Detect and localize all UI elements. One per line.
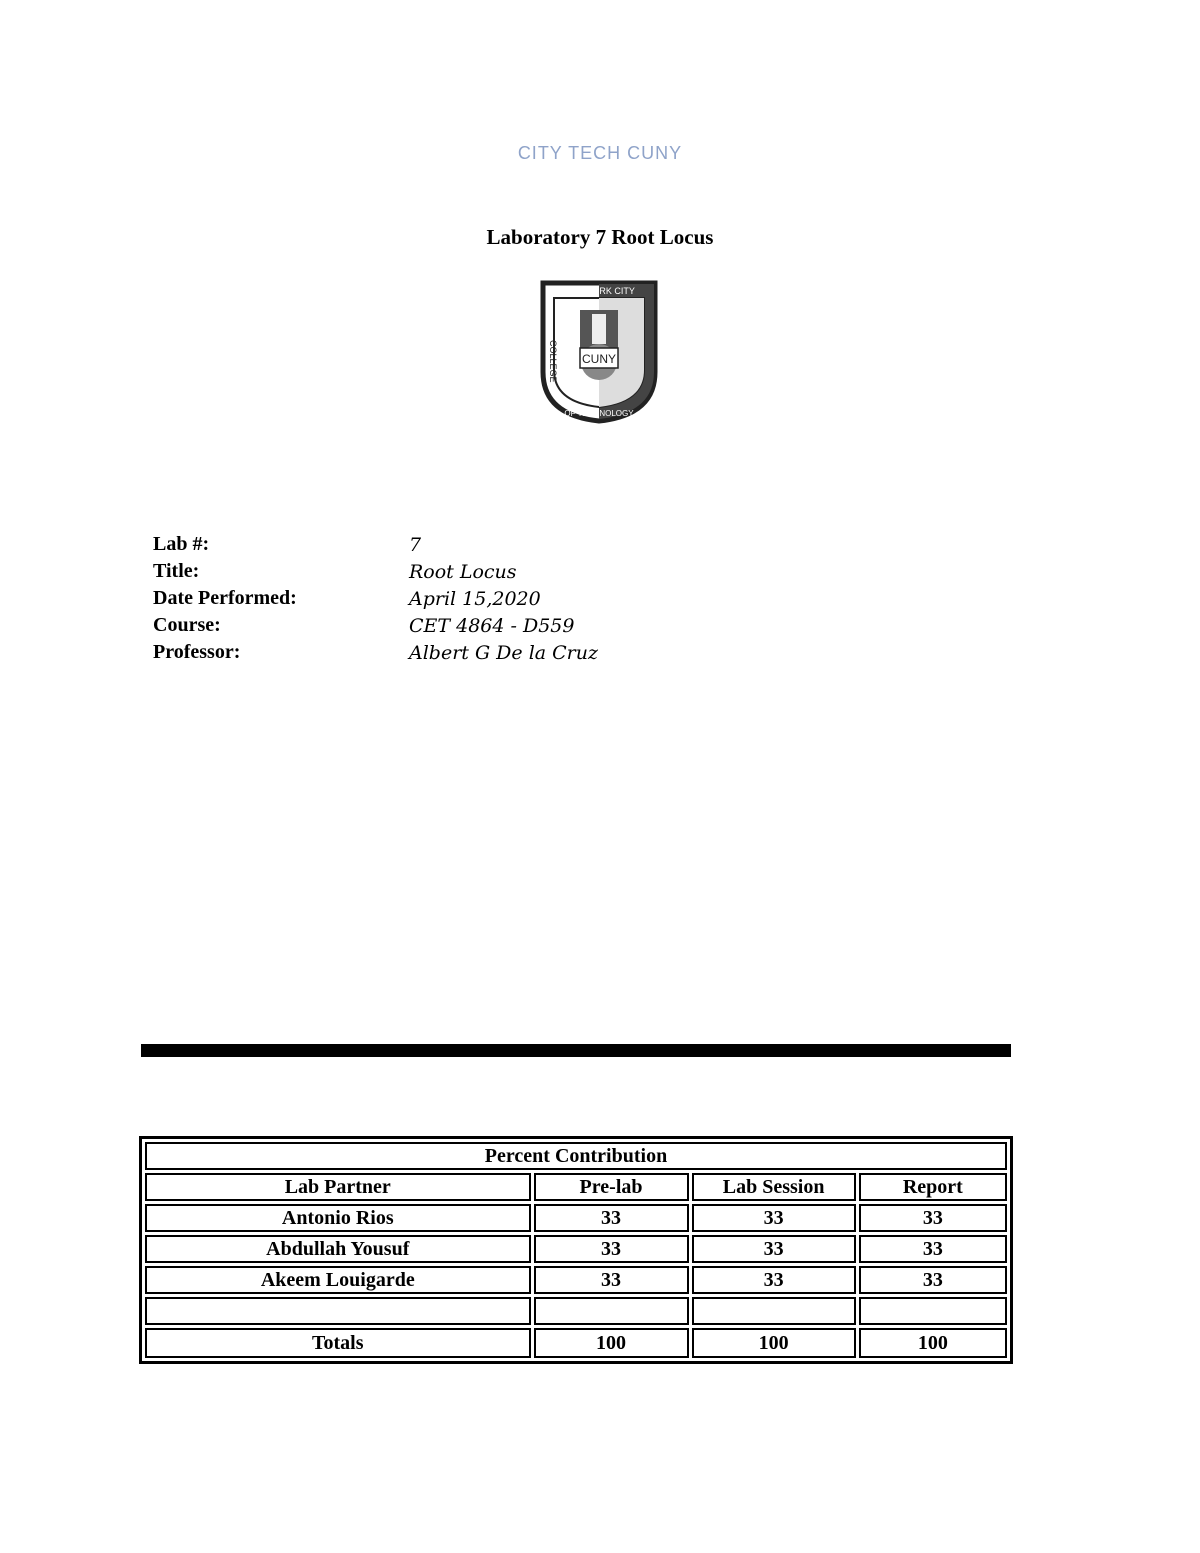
pre-lab-value	[534, 1297, 689, 1325]
pre-lab-value: 33	[534, 1235, 689, 1263]
partner-name	[145, 1297, 531, 1325]
info-row-lab-number	[153, 531, 598, 558]
report-value: 33	[859, 1204, 1007, 1232]
info-label: Lab #:	[153, 533, 210, 555]
info-value: Albert G De la Cruz	[409, 641, 599, 664]
info-row-professor	[153, 639, 598, 666]
college-seal-logo	[540, 280, 658, 424]
lab-session-value: 33	[692, 1235, 856, 1263]
svg-text:COLLEGE: COLLEGE	[548, 340, 558, 383]
table-caption: Percent Contribution	[145, 1142, 1007, 1170]
lab-session-value	[692, 1297, 856, 1325]
info-label: Title:	[153, 560, 200, 582]
total-lab-session: 100	[692, 1328, 856, 1358]
table-totals-row	[145, 1328, 1007, 1358]
lab-session-value: 33	[692, 1266, 856, 1294]
percent-contribution-table	[139, 1136, 1013, 1364]
info-value: Root Locus	[409, 560, 517, 583]
partner-name: Akeem Louigarde	[145, 1266, 531, 1294]
table-row	[145, 1235, 1007, 1263]
header-report: Report	[859, 1173, 1007, 1201]
info-label: Date Performed:	[153, 587, 297, 609]
table-row	[145, 1204, 1007, 1232]
report-value: 33	[859, 1266, 1007, 1294]
horizontal-divider	[141, 1044, 1011, 1057]
header-lab-partner: Lab Partner	[145, 1173, 531, 1201]
total-report: 100	[859, 1328, 1007, 1358]
pre-lab-value: 33	[534, 1204, 689, 1232]
info-value: CET 4864 - D559	[409, 614, 575, 637]
header-faint-text: CITY TECH CUNY	[517, 143, 683, 163]
info-label: Professor:	[153, 641, 241, 663]
info-value: April 15,2020	[409, 587, 541, 610]
partner-name: Antonio Rios	[145, 1204, 531, 1232]
table-row	[145, 1266, 1007, 1294]
info-row-date	[153, 585, 598, 612]
svg-text:NEW YORK CITY: NEW YORK CITY	[563, 286, 635, 296]
header-lab-session: Lab Session	[692, 1173, 856, 1201]
pre-lab-value: 33	[534, 1266, 689, 1294]
report-value: 33	[859, 1235, 1007, 1263]
lab-session-value: 33	[692, 1204, 856, 1232]
info-row-course	[153, 612, 598, 639]
table-header-row	[145, 1173, 1007, 1201]
header-pre-lab: Pre-lab	[534, 1173, 689, 1201]
document-title: Laboratory 7 Root Locus	[486, 225, 714, 249]
lab-info-block	[153, 531, 598, 666]
totals-label: Totals	[145, 1328, 531, 1358]
seal-cuny-text: CUNY	[581, 352, 617, 366]
seal-icon	[540, 280, 658, 424]
partner-name: Abdullah Yousuf	[145, 1235, 531, 1263]
info-value: 7	[409, 533, 422, 556]
total-pre-lab: 100	[534, 1328, 689, 1358]
report-value	[859, 1297, 1007, 1325]
svg-text:OF TECHNOLOGY: OF TECHNOLOGY	[564, 409, 634, 418]
table-row-empty	[145, 1297, 1007, 1325]
info-row-title	[153, 558, 598, 585]
info-label: Course:	[153, 614, 221, 636]
